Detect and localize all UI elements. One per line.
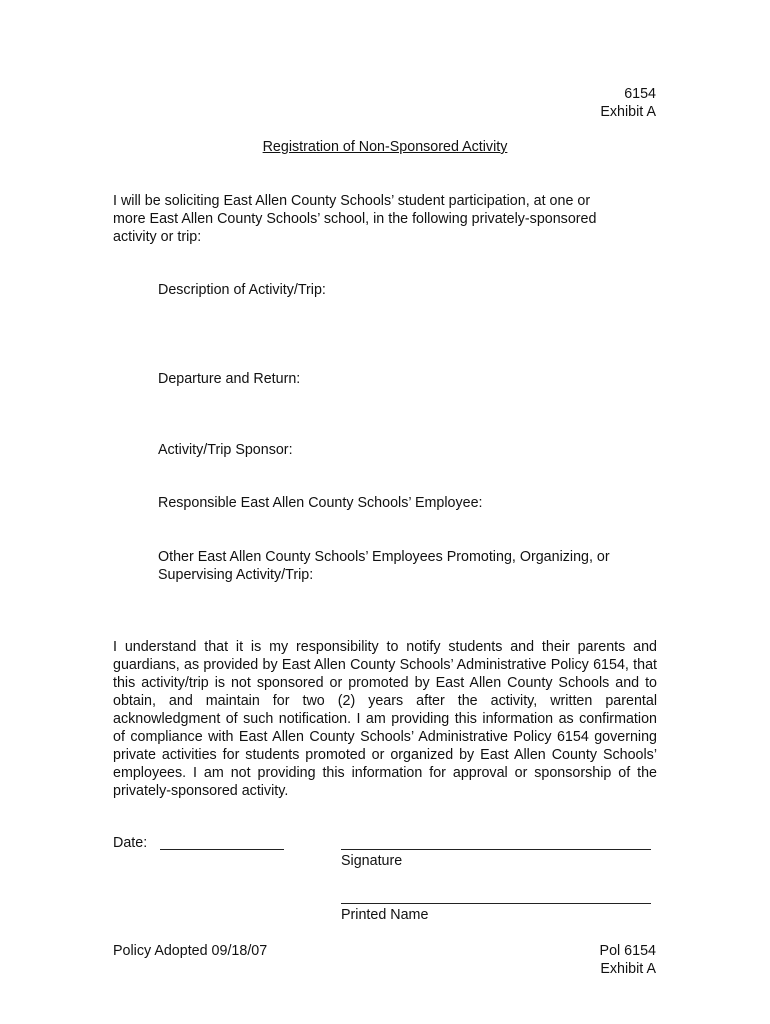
field-sponsor-label: Activity/Trip Sponsor: <box>158 442 293 458</box>
header-block <box>460 85 656 121</box>
exhibit-label: Exhibit A <box>600 104 656 120</box>
date-line[interactable] <box>160 849 284 850</box>
signature-label: Signature <box>341 853 403 869</box>
statement-paragraph: I understand that it is my responsibility to notify students and their parents and guardians, as provided by East Allen County Schools’ Administrative Policy 6154, that this activity/trip is not sponsored or promoted by East Allen County Schools and to obtain, and maintain for two (2) years after the activity, written parental acknowledgment of such notification. I am providing this information as confirmation of compliance with East Allen County Schools’ Administrative Policy 6154 governing private activities for students promoted or organized by East Allen County Schools’ employees. I am not providing this information for approval or sponsorship of the privately-sponsored activity. <box>113 639 657 799</box>
footer-exhibit: Exhibit A <box>600 961 656 977</box>
intro-line: more East Allen County Schools’ school, in the following privately-sponsored <box>113 211 597 227</box>
footer-adopted: Policy Adopted 09/18/07 <box>113 943 268 959</box>
page-title: Registration of Non-Sponsored Activity <box>262 139 508 155</box>
footer-policy-block <box>460 942 656 978</box>
field-employee-label: Responsible East Allen County Schools’ Employee: <box>158 495 483 511</box>
field-others-label: Other East Allen County Schools’ Employees Promoting, Organizing, or Supervising Activity/Trip: <box>158 549 610 583</box>
signature-line[interactable] <box>341 849 651 850</box>
printed-name-line[interactable] <box>341 903 651 904</box>
intro-line: I will be soliciting East Allen County Schools’ student participation, at one or <box>113 193 591 209</box>
printed-name-label: Printed Name <box>341 907 429 923</box>
footer-policy: Pol 6154 <box>599 943 656 959</box>
field-description-label: Description of Activity/Trip: <box>158 282 326 298</box>
policy-number: 6154 <box>624 86 656 102</box>
intro-paragraph <box>113 192 673 246</box>
intro-line: activity or trip: <box>113 229 202 245</box>
field-departure-label: Departure and Return: <box>158 371 301 387</box>
date-label: Date: <box>113 835 148 851</box>
